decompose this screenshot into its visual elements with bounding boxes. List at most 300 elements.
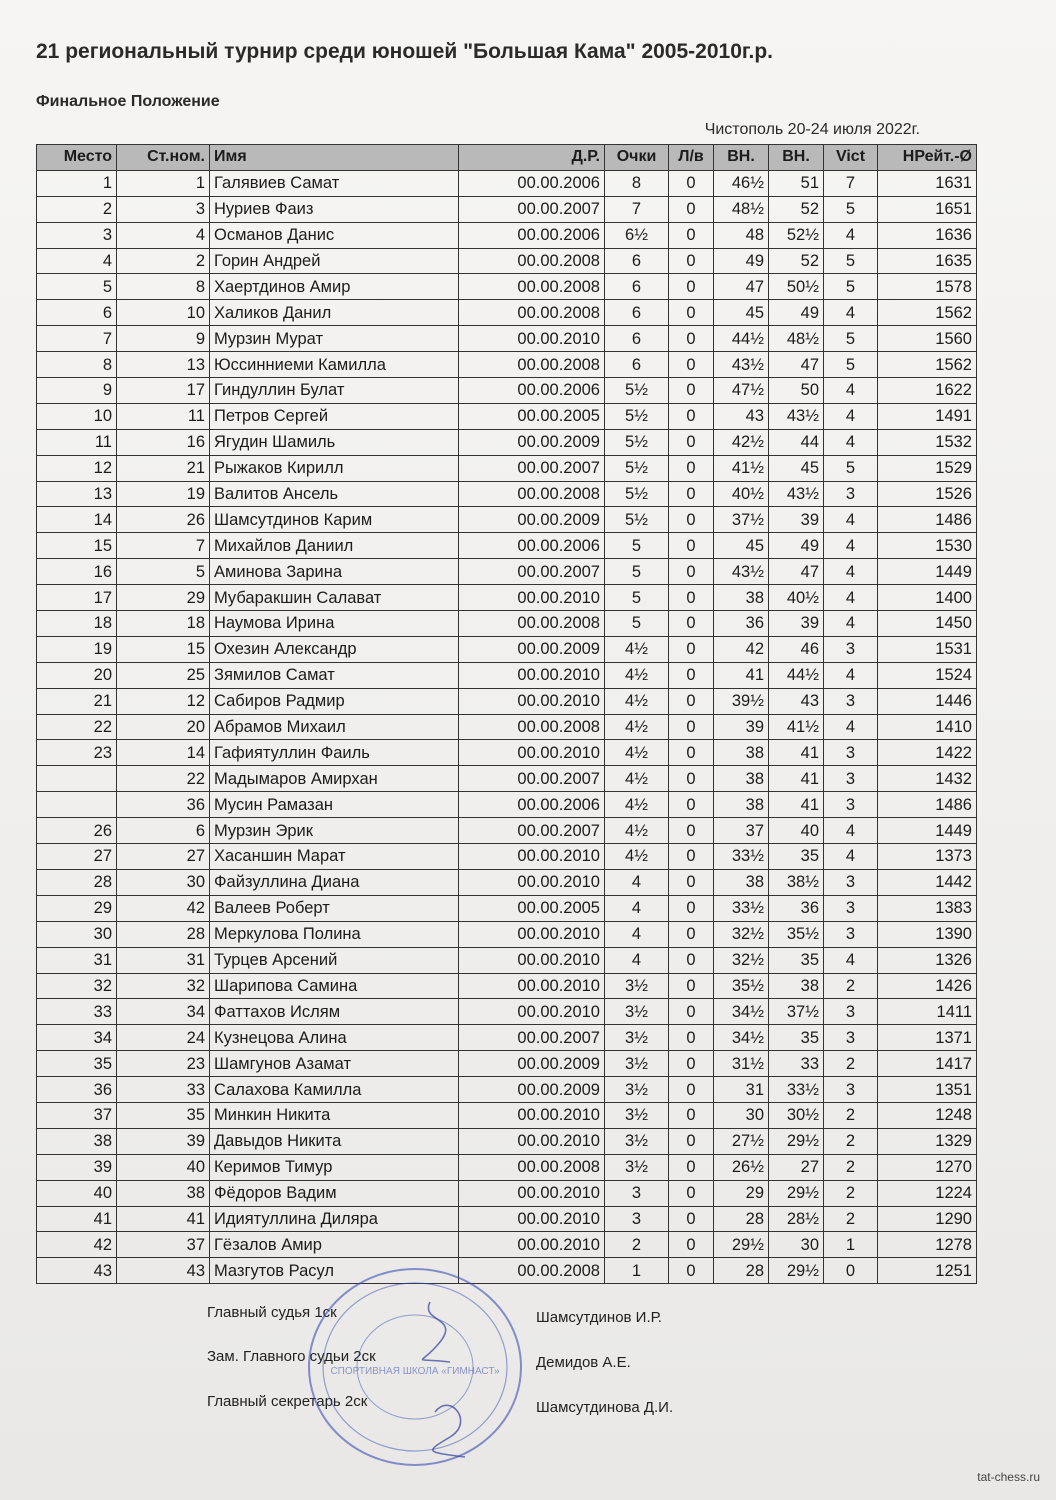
table-row [37, 222, 977, 248]
cell-points: 5 [605, 559, 669, 585]
table-row [37, 507, 977, 533]
cell-b2: 50½ [769, 274, 824, 300]
cell-place: 37 [37, 1102, 117, 1128]
cell-lw: 0 [669, 636, 714, 662]
cell-points: 3½ [605, 1077, 669, 1103]
cell-place: 31 [37, 947, 117, 973]
cell-lw: 0 [669, 844, 714, 870]
cell-place: 10 [37, 403, 117, 429]
cell-dob: 00.00.2010 [459, 1232, 605, 1258]
cell-vict: 5 [824, 326, 878, 352]
table-row [37, 1206, 977, 1232]
cell-points: 5 [605, 585, 669, 611]
cell-start-no: 36 [117, 792, 210, 818]
cell-place: 40 [37, 1180, 117, 1206]
cell-b2: 43½ [769, 403, 824, 429]
cell-start-no: 32 [117, 973, 210, 999]
cell-b1: 48½ [714, 196, 769, 222]
cell-vict: 2 [824, 973, 878, 999]
cell-vict: 4 [824, 507, 878, 533]
header-place: Место [37, 145, 117, 171]
cell-start-no: 22 [117, 766, 210, 792]
cell-start-no: 10 [117, 300, 210, 326]
cell-dob: 00.00.2006 [459, 222, 605, 248]
cell-place: 43 [37, 1258, 117, 1284]
cell-start-no: 41 [117, 1206, 210, 1232]
cell-start-no: 16 [117, 429, 210, 455]
cell-start-no: 9 [117, 326, 210, 352]
cell-start-no: 33 [117, 1077, 210, 1103]
cell-start-no: 35 [117, 1102, 210, 1128]
cell-dob: 00.00.2010 [459, 585, 605, 611]
cell-place: 12 [37, 455, 117, 481]
cell-place: 2 [37, 196, 117, 222]
cell-name: Валеев Роберт [210, 895, 459, 921]
cell-rating: 1486 [878, 507, 977, 533]
cell-start-no: 20 [117, 714, 210, 740]
cell-rating: 1449 [878, 818, 977, 844]
cell-lw: 0 [669, 507, 714, 533]
cell-name: Сабиров Радмир [210, 688, 459, 714]
cell-start-no: 34 [117, 999, 210, 1025]
cell-place: 16 [37, 559, 117, 585]
table-row [37, 1102, 977, 1128]
cell-rating: 1635 [878, 248, 977, 274]
table-row [37, 921, 977, 947]
cell-points: 4½ [605, 636, 669, 662]
cell-place: 19 [37, 636, 117, 662]
cell-lw: 0 [669, 869, 714, 895]
cell-vict: 4 [824, 222, 878, 248]
table-row [37, 844, 977, 870]
cell-b2: 35½ [769, 921, 824, 947]
cell-b1: 38 [714, 766, 769, 792]
cell-name: Гиндуллин Булат [210, 378, 459, 404]
cell-b1: 33½ [714, 895, 769, 921]
cell-b2: 49 [769, 300, 824, 326]
cell-rating: 1410 [878, 714, 977, 740]
table-row [37, 1232, 977, 1258]
cell-name: Мазгутов Расул [210, 1258, 459, 1284]
cell-vict: 4 [824, 559, 878, 585]
cell-b1: 45 [714, 300, 769, 326]
table-row [37, 792, 977, 818]
cell-b1: 27½ [714, 1128, 769, 1154]
cell-dob: 00.00.2008 [459, 248, 605, 274]
cell-start-no: 11 [117, 403, 210, 429]
cell-lw: 0 [669, 585, 714, 611]
cell-rating: 1446 [878, 688, 977, 714]
cell-place: 34 [37, 1025, 117, 1051]
cell-start-no: 27 [117, 844, 210, 870]
cell-vict: 2 [824, 1128, 878, 1154]
cell-lw: 0 [669, 947, 714, 973]
official-stamp [300, 1262, 530, 1477]
cell-b1: 38 [714, 740, 769, 766]
cell-name: Шамгунов Азамат [210, 1051, 459, 1077]
cell-b1: 41 [714, 662, 769, 688]
cell-name: Хасаншин Марат [210, 844, 459, 870]
cell-lw: 0 [669, 688, 714, 714]
cell-place: 9 [37, 378, 117, 404]
cell-place: 4 [37, 248, 117, 274]
cell-b2: 39 [769, 611, 824, 637]
cell-points: 4½ [605, 714, 669, 740]
cell-vict: 3 [824, 766, 878, 792]
cell-place: 26 [37, 818, 117, 844]
cell-start-no: 21 [117, 455, 210, 481]
table-row [37, 378, 977, 404]
cell-points: 6 [605, 300, 669, 326]
cell-vict: 4 [824, 378, 878, 404]
cell-vict: 3 [824, 921, 878, 947]
cell-b2: 35 [769, 947, 824, 973]
table-row [37, 1051, 977, 1077]
table-row [37, 973, 977, 999]
table-row [37, 196, 977, 222]
cell-points: 3½ [605, 1154, 669, 1180]
cell-b2: 47 [769, 559, 824, 585]
cell-start-no: 5 [117, 559, 210, 585]
cell-dob: 00.00.2008 [459, 611, 605, 637]
cell-name: Гафиятуллин Фаиль [210, 740, 459, 766]
cell-start-no: 23 [117, 1051, 210, 1077]
cell-lw: 0 [669, 1180, 714, 1206]
cell-place: 3 [37, 222, 117, 248]
cell-rating: 1486 [878, 792, 977, 818]
cell-b2: 47 [769, 352, 824, 378]
cell-points: 5½ [605, 507, 669, 533]
header-buchholz-1: ВН. [714, 145, 769, 171]
cell-b1: 45 [714, 533, 769, 559]
cell-dob: 00.00.2008 [459, 714, 605, 740]
cell-start-no: 14 [117, 740, 210, 766]
cell-dob: 00.00.2010 [459, 740, 605, 766]
table-row [37, 636, 977, 662]
cell-start-no: 24 [117, 1025, 210, 1051]
cell-start-no: 19 [117, 481, 210, 507]
cell-dob: 00.00.2009 [459, 1051, 605, 1077]
table-row [37, 895, 977, 921]
cell-name: Наумова Ирина [210, 611, 459, 637]
cell-rating: 1529 [878, 455, 977, 481]
cell-place: 39 [37, 1154, 117, 1180]
cell-rating: 1526 [878, 481, 977, 507]
cell-rating: 1432 [878, 766, 977, 792]
cell-start-no: 17 [117, 378, 210, 404]
cell-points: 6 [605, 352, 669, 378]
cell-b1: 37 [714, 818, 769, 844]
cell-vict: 7 [824, 170, 878, 196]
cell-lw: 0 [669, 662, 714, 688]
cell-start-no: 13 [117, 352, 210, 378]
cell-place: 29 [37, 895, 117, 921]
cell-lw: 0 [669, 973, 714, 999]
cell-name: Петров Сергей [210, 403, 459, 429]
cell-b2: 44½ [769, 662, 824, 688]
cell-rating: 1417 [878, 1051, 977, 1077]
cell-name: Нуриев Фаиз [210, 196, 459, 222]
cell-b2: 27 [769, 1154, 824, 1180]
cell-b1: 29½ [714, 1232, 769, 1258]
signature-scribble-1 [423, 1302, 451, 1362]
cell-vict: 3 [824, 1025, 878, 1051]
cell-lw: 0 [669, 533, 714, 559]
cell-dob: 00.00.2009 [459, 507, 605, 533]
cell-b1: 39 [714, 714, 769, 740]
cell-dob: 00.00.2007 [459, 766, 605, 792]
cell-dob: 00.00.2010 [459, 844, 605, 870]
sig-role-deputy-judge: Зам. Главного судьи 2ск [207, 1348, 376, 1365]
cell-dob: 00.00.2010 [459, 662, 605, 688]
cell-vict: 3 [824, 636, 878, 662]
cell-lw: 0 [669, 999, 714, 1025]
table-row [37, 1025, 977, 1051]
header-start-no: Ст.ном. [117, 145, 210, 171]
table-row [37, 300, 977, 326]
cell-b2: 51 [769, 170, 824, 196]
cell-rating: 1224 [878, 1180, 977, 1206]
cell-rating: 1450 [878, 611, 977, 637]
table-row [37, 1180, 977, 1206]
cell-b1: 34½ [714, 999, 769, 1025]
cell-rating: 1524 [878, 662, 977, 688]
cell-dob: 00.00.2008 [459, 1258, 605, 1284]
cell-b2: 33½ [769, 1077, 824, 1103]
cell-dob: 00.00.2010 [459, 688, 605, 714]
cell-vict: 3 [824, 999, 878, 1025]
cell-b2: 29½ [769, 1258, 824, 1284]
cell-start-no: 40 [117, 1154, 210, 1180]
cell-vict: 4 [824, 585, 878, 611]
cell-b1: 35½ [714, 973, 769, 999]
cell-place: 13 [37, 481, 117, 507]
cell-lw: 0 [669, 714, 714, 740]
table-header-row [37, 145, 977, 171]
cell-vict: 3 [824, 1077, 878, 1103]
cell-points: 3½ [605, 1025, 669, 1051]
cell-lw: 0 [669, 1025, 714, 1051]
cell-lw: 0 [669, 170, 714, 196]
site-watermark: tat-chess.ru [977, 1470, 1040, 1484]
cell-start-no: 38 [117, 1180, 210, 1206]
cell-dob: 00.00.2008 [459, 481, 605, 507]
cell-b1: 43½ [714, 559, 769, 585]
cell-points: 5 [605, 533, 669, 559]
cell-place: 14 [37, 507, 117, 533]
cell-dob: 00.00.2010 [459, 1128, 605, 1154]
table-row [37, 740, 977, 766]
cell-rating: 1622 [878, 378, 977, 404]
cell-b2: 30 [769, 1232, 824, 1258]
cell-b1: 40½ [714, 481, 769, 507]
cell-b2: 41 [769, 740, 824, 766]
cell-lw: 0 [669, 1077, 714, 1103]
cell-lw: 0 [669, 1206, 714, 1232]
sig-role-secretary: Главный секретарь 2ск [207, 1393, 368, 1410]
table-row [37, 662, 977, 688]
cell-b2: 40 [769, 818, 824, 844]
cell-points: 4½ [605, 740, 669, 766]
cell-b1: 32½ [714, 947, 769, 973]
cell-name: Шамсутдинов Карим [210, 507, 459, 533]
cell-points: 3½ [605, 1051, 669, 1077]
table-row [37, 533, 977, 559]
cell-b2: 52 [769, 196, 824, 222]
cell-dob: 00.00.2010 [459, 869, 605, 895]
cell-name: Мурзин Мурат [210, 326, 459, 352]
cell-rating: 1390 [878, 921, 977, 947]
cell-vict: 5 [824, 196, 878, 222]
cell-name: Салахова Камилла [210, 1077, 459, 1103]
cell-dob: 00.00.2007 [459, 196, 605, 222]
cell-points: 8 [605, 170, 669, 196]
cell-points: 3½ [605, 1102, 669, 1128]
cell-vict: 3 [824, 481, 878, 507]
cell-rating: 1351 [878, 1077, 977, 1103]
cell-name: Валитов Ансель [210, 481, 459, 507]
cell-start-no: 18 [117, 611, 210, 637]
signature-scribble-2 [433, 1405, 465, 1457]
cell-b2: 43 [769, 688, 824, 714]
cell-dob: 00.00.2010 [459, 921, 605, 947]
cell-vict: 2 [824, 1051, 878, 1077]
cell-lw: 0 [669, 1051, 714, 1077]
cell-lw: 0 [669, 818, 714, 844]
cell-b1: 46½ [714, 170, 769, 196]
cell-lw: 0 [669, 1154, 714, 1180]
cell-dob: 00.00.2010 [459, 973, 605, 999]
table-row [37, 585, 977, 611]
cell-place: 20 [37, 662, 117, 688]
cell-b1: 43 [714, 403, 769, 429]
cell-start-no: 42 [117, 895, 210, 921]
cell-points: 5 [605, 611, 669, 637]
cell-lw: 0 [669, 481, 714, 507]
cell-b2: 39 [769, 507, 824, 533]
cell-lw: 0 [669, 403, 714, 429]
cell-name: Мадымаров Амирхан [210, 766, 459, 792]
header-rating: НРейт.-Ø [878, 145, 977, 171]
cell-vict: 5 [824, 274, 878, 300]
cell-b2: 48½ [769, 326, 824, 352]
cell-lw: 0 [669, 352, 714, 378]
cell-rating: 1400 [878, 585, 977, 611]
cell-lw: 0 [669, 326, 714, 352]
cell-b2: 28½ [769, 1206, 824, 1232]
cell-lw: 0 [669, 300, 714, 326]
cell-b2: 29½ [769, 1128, 824, 1154]
cell-name: Юссинниеми Камилла [210, 352, 459, 378]
cell-points: 6 [605, 248, 669, 274]
cell-name: Халиков Данил [210, 300, 459, 326]
cell-rating: 1251 [878, 1258, 977, 1284]
sig-name-secretary: Шамсутдинова Д.И. [536, 1399, 674, 1416]
cell-place: 8 [37, 352, 117, 378]
cell-rating: 1371 [878, 1025, 977, 1051]
cell-dob: 00.00.2007 [459, 559, 605, 585]
cell-points: 4½ [605, 818, 669, 844]
cell-dob: 00.00.2006 [459, 378, 605, 404]
cell-lw: 0 [669, 611, 714, 637]
cell-vict: 4 [824, 844, 878, 870]
cell-b2: 36 [769, 895, 824, 921]
cell-rating: 1532 [878, 429, 977, 455]
cell-rating: 1270 [878, 1154, 977, 1180]
cell-start-no: 8 [117, 274, 210, 300]
cell-b2: 50 [769, 378, 824, 404]
cell-rating: 1491 [878, 403, 977, 429]
cell-vict: 1 [824, 1232, 878, 1258]
cell-place: 18 [37, 611, 117, 637]
cell-vict: 4 [824, 611, 878, 637]
stamp-text: СПОРТИВНАЯ ШКОЛА «ГИМНАСТ» [330, 1366, 500, 1377]
cell-dob: 00.00.2010 [459, 1102, 605, 1128]
cell-start-no: 28 [117, 921, 210, 947]
cell-points: 4 [605, 921, 669, 947]
cell-start-no: 2 [117, 248, 210, 274]
cell-start-no: 30 [117, 869, 210, 895]
cell-b2: 40½ [769, 585, 824, 611]
cell-lw: 0 [669, 766, 714, 792]
cell-dob: 00.00.2005 [459, 895, 605, 921]
cell-start-no: 6 [117, 818, 210, 844]
cell-lw: 0 [669, 196, 714, 222]
cell-name: Хаертдинов Амир [210, 274, 459, 300]
cell-name: Идиятуллина Диляра [210, 1206, 459, 1232]
cell-place: 28 [37, 869, 117, 895]
header-buchholz-2: ВН. [769, 145, 824, 171]
sig-name-deputy-judge: Демидов А.Е. [536, 1354, 631, 1371]
cell-b1: 28 [714, 1258, 769, 1284]
cell-dob: 00.00.2008 [459, 300, 605, 326]
cell-vict: 4 [824, 429, 878, 455]
cell-start-no: 1 [117, 170, 210, 196]
cell-name: Турцев Арсений [210, 947, 459, 973]
cell-name: Ягудин Шамиль [210, 429, 459, 455]
cell-vict: 2 [824, 1180, 878, 1206]
cell-b1: 43½ [714, 352, 769, 378]
table-row [37, 429, 977, 455]
cell-b1: 47½ [714, 378, 769, 404]
cell-name: Шарипова Самина [210, 973, 459, 999]
table-row [37, 869, 977, 895]
cell-dob: 00.00.2008 [459, 1154, 605, 1180]
cell-vict: 4 [824, 662, 878, 688]
cell-b1: 38 [714, 869, 769, 895]
cell-b2: 30½ [769, 1102, 824, 1128]
cell-name: Фёдоров Вадим [210, 1180, 459, 1206]
cell-start-no: 25 [117, 662, 210, 688]
table-row [37, 1128, 977, 1154]
cell-name: Гёзалов Амир [210, 1232, 459, 1258]
cell-dob: 00.00.2006 [459, 170, 605, 196]
cell-lw: 0 [669, 895, 714, 921]
cell-name: Охезин Александр [210, 636, 459, 662]
cell-dob: 00.00.2010 [459, 1180, 605, 1206]
cell-place: 30 [37, 921, 117, 947]
cell-b1: 29 [714, 1180, 769, 1206]
cell-b1: 37½ [714, 507, 769, 533]
cell-lw: 0 [669, 378, 714, 404]
cell-points: 4½ [605, 792, 669, 818]
cell-b2: 44 [769, 429, 824, 455]
cell-rating: 1631 [878, 170, 977, 196]
cell-start-no: 12 [117, 688, 210, 714]
cell-name: Давыдов Никита [210, 1128, 459, 1154]
cell-place: 32 [37, 973, 117, 999]
cell-start-no: 29 [117, 585, 210, 611]
